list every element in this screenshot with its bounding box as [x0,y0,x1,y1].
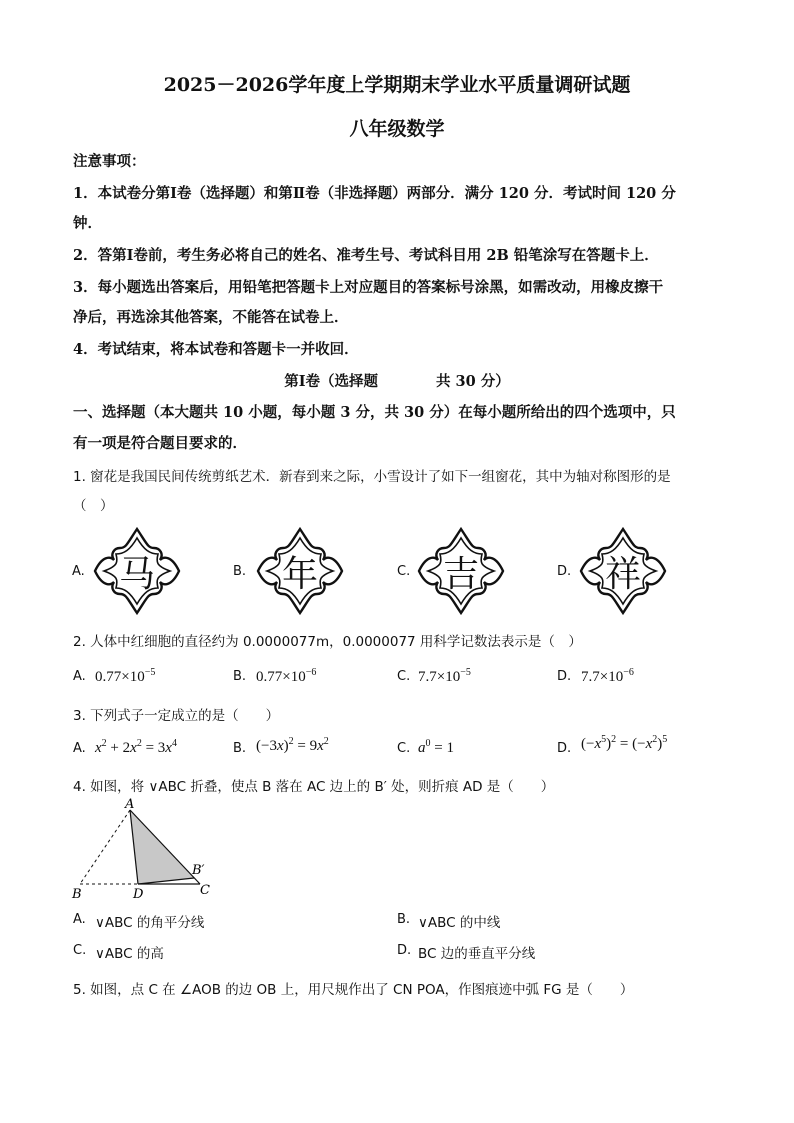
q4-option-c-letter: C. [73,943,87,958]
note-1: 1．本试卷分第Ⅰ卷（选择题）和第Ⅱ卷（非选择题）两部分．满分 120 分．考试时间 120 分 [73,185,676,202]
q3-option-b: $(-3x)^2 = 9x^2$ [256,736,329,754]
q3-option-c: $a^0 = 1$ [418,738,454,756]
q3-option-a: $x^2 + 2x^2 = 3x^4$ [95,738,177,756]
q1-option-c-letter: C. [397,564,411,579]
q3-option-b-letter: B. [233,741,247,756]
q1-option-c-window-flower [416,526,506,616]
q4-option-d-letter: D. [397,943,412,958]
q4-option-a: ∨ABC 的角平分线 [95,915,205,931]
label-b-prime: B′ [192,863,205,878]
label-d: D [133,887,144,902]
exam-title: 2025－2026学年度上学期期末学业水平质量调研试题 [163,74,631,96]
q2-stem: 2. 人体中红细胞的直径约为 0.0000077m，0.0000077 用科学记数法表示是（ ） [73,634,582,650]
folded-region [130,810,194,884]
q4-stem: 4. 如图，将 ∨ABC 折叠，使点 B 落在 AC 边上的 B′ 处，则折痕 AD 是（ ） [73,779,555,795]
q1-option-a-letter: A. [72,564,85,579]
q5-stem: 5. 如图，点 C 在 ∠AOB 的边 OB 上，用尺规作出了 CN ΡOA，作图痕迹中弧 FG 是（ ） [73,982,634,998]
label-a: A [125,798,135,812]
q4-option-d: BC 边的垂直平分线 [418,946,536,962]
q2-option-c: $7.7\times 10^{-5}$ [418,667,471,685]
q1-stem: 1. 窗花是我国民间传统剪纸艺术．新春到来之际，小雪设计了如下一组窗花，其中为轴对称图形的是 [73,469,671,485]
q3-option-d-letter: D. [557,741,572,756]
q4-triangle-figure [70,798,220,902]
edge-ab [80,810,130,884]
note-3-cont: 净后，再选涂其他答案，不能答在试卷上． [73,309,349,326]
q2-option-b: $0.77\times 10^{-6}$ [256,667,317,685]
q2-option-c-letter: C. [397,669,411,684]
window-flower-character: 马 [118,553,155,595]
q1-option-b-window-flower [255,526,345,616]
q1-answer-bracket: （ ） [73,498,114,514]
q3-stem: 3. 下列式子一定成立的是（ ） [73,708,280,724]
q1-option-d-window-flower [578,526,668,616]
q4-option-b-letter: B. [397,912,411,927]
section-instructions: 一、选择题（本大题共 10 小题，每小题 3 分，共 30 分）在每小题所给出的四个选项中，只 [73,404,676,421]
window-flower-character: 年 [281,553,318,595]
section-instructions-cont: 有一项是符合题目要求的． [73,435,247,452]
q4-option-b: ∨ABC 的中线 [418,915,501,931]
q2-option-d-letter: D. [557,669,572,684]
q3-option-d: $(-x^5)^2 = (-x^2)^5$ [581,734,668,752]
exam-subtitle: 八年级数学 [349,118,445,140]
label-b: B [72,887,82,902]
q2-option-d: $7.7\times 10^{-6}$ [581,667,634,685]
q2-option-a-letter: A. [73,669,86,684]
q2-option-b-letter: B. [233,669,247,684]
window-flower-character: 祥 [604,553,641,595]
notes-heading: 注意事项： [73,153,146,170]
q3-option-a-letter: A. [73,741,86,756]
q1-option-b-letter: B. [233,564,247,579]
q4-option-c: ∨ABC 的高 [95,946,164,962]
q4-option-a-letter: A. [73,912,86,927]
window-flower-character: 吉 [442,553,479,595]
section-title: 第Ⅰ卷（选择题 共 30 分） [284,373,510,390]
q1-option-d-letter: D. [557,564,572,579]
note-4: 4．考试结束，将本试卷和答题卡一并收回． [73,341,359,358]
q1-option-a-window-flower [92,526,182,616]
label-c: C [200,883,210,898]
q3-option-c-letter: C. [397,741,411,756]
note-3: 3．每小题选出答案后，用铅笔把答题卡上对应题目的答案标号涂黑，如需改动，用橡皮擦干 [73,279,664,296]
note-1-cont: 钟． [73,215,102,232]
note-2: 2．答第Ⅰ卷前，考生务必将自己的姓名、准考生号、考试科目用 2B 铅笔涂写在答题卡上． [73,247,659,264]
q2-option-a: $0.77\times 10^{-5}$ [95,667,156,685]
